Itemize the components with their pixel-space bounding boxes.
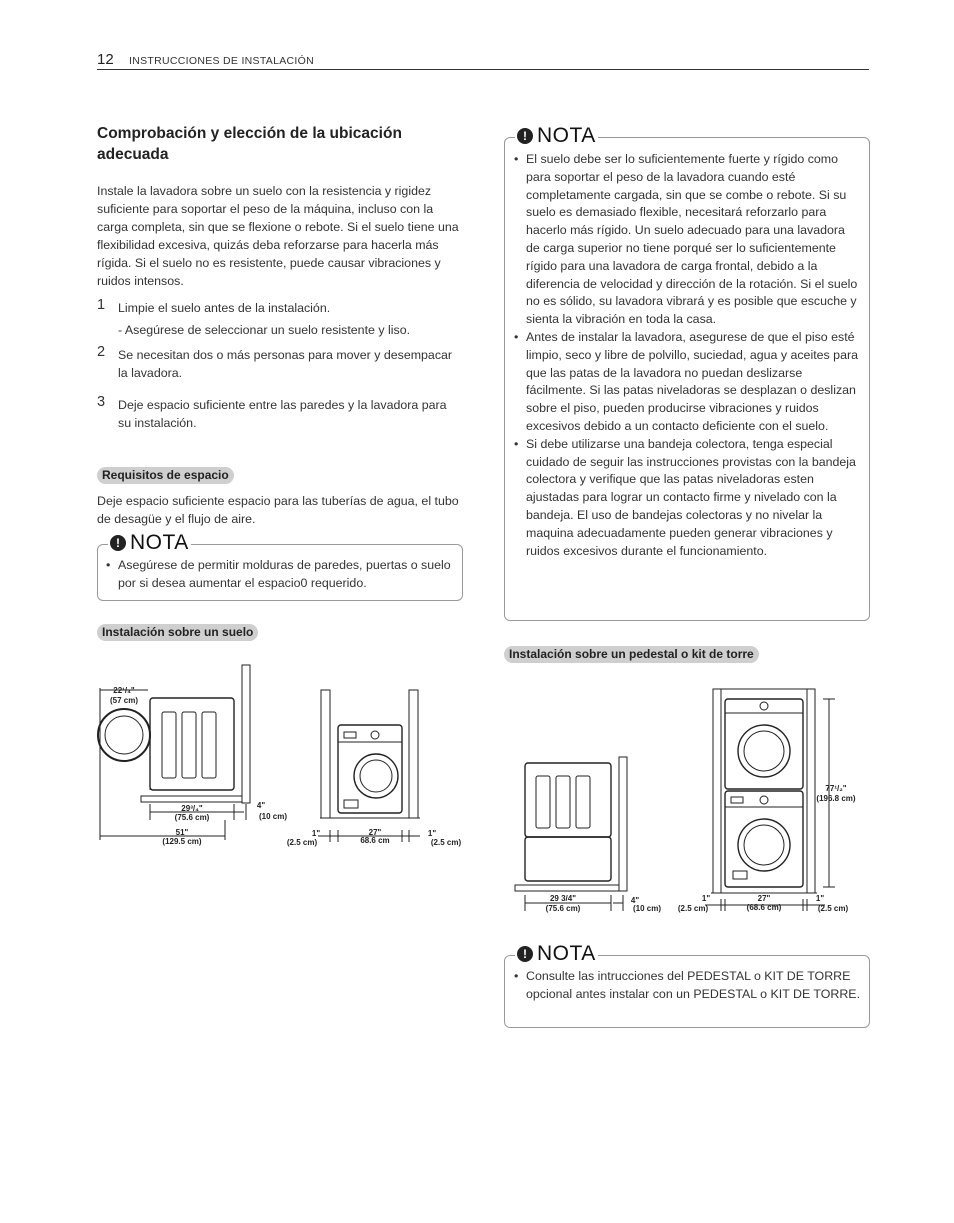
page-number: 12 [97,51,114,68]
dim-width-in: 27" [368,828,382,837]
step-number: 3 [97,394,106,410]
pedestal-install-label: Instalación sobre un pedestal o kit de torre [504,646,759,663]
dim-total-in: 51" [175,828,189,837]
tower-side-right-in: 1" [815,894,825,903]
warning-icon: ! [517,128,533,144]
nota-item: • Consulte las intrucciones del PEDESTAL o KIT DE TORRE opcional antes instalar con un PEDESTAL o KIT DE TORRE. [514,968,862,1004]
ped-rear-in: 4" [630,896,640,905]
dim-side-left-cm: (2.5 cm) [286,838,318,847]
warning-icon: ! [517,946,533,962]
pedestal-install-diagram [505,685,865,920]
nota-heading [108,531,191,555]
dim-side-right-in: 1" [427,829,437,838]
dim-door-cm: (57 cm) [109,696,139,705]
nota-item: • Antes de instalar la lavadora, asegurese de que el piso esté limpio, seco y libre de polvillo, suciedad, agua y aceites para que las patas de la lavadora no puedan deslizarse fácilmente. Si las patas niveladoras se desplazan o deslizan sobre el piso, pueden producirse vibraciones y ruidos excesivos debido a un contacto deficiente con el suelo. [514,329,862,436]
dim-depth-in: 29³/₄" [181,804,203,813]
tower-width-in: 27" [757,894,771,903]
step-text: Deje espacio suficiente entre las paredes y la lavadora para su instalación. [118,398,447,430]
tower-width-cm: (68.6 cm) [746,903,782,912]
dim-rear-in: 4" [256,801,266,810]
tower-height-cm: (196.8 cm) [816,794,856,803]
header-title: INSTRUCCIONES DE INSTALACIÓN [129,55,314,67]
dim-width-cm: 68.6 cm [360,836,390,845]
intro-paragraph: Instale la lavadora sobre un suelo con la resistencia y rigidez suficiente para soportar el peso de la máquina, incluso con la carga completa, sin que se flexione o rebote. Si el suelo tiene una flexibilidad excesiva, quizás deba reforzarse para hacerla más rígida. Si el suelo no es resistente, puede causar vibraciones y ruidos intensos. [97,184,459,288]
floor-install-diagram [94,660,474,860]
nota-main [504,124,870,621]
nota-label: NOTA [537,942,596,965]
nota-small [97,531,463,601]
nota-heading [515,124,598,148]
dim-depth-cm: (75.6 cm) [174,813,210,822]
tower-height-in: 77¹/₂" [825,784,847,793]
warning-icon: ! [110,535,126,551]
step-text: Limpie el suelo antes de la instalación. [118,301,331,315]
dim-side-left-in: 1" [311,829,321,838]
space-requirements-label: Requisitos de espacio [97,467,234,484]
dim-door-in: 22¹/₄" [113,686,135,695]
nota-item: • Asegúrese de permitir molduras de paredes, puertas o suelo por si desea aumentar el espacio0 requerido. [106,557,454,593]
tower-side-left-cm: (2.5 cm) [677,904,709,913]
nota-heading [515,942,598,966]
nota-item: • El suelo debe ser lo suficientemente fuerte y rígido como para soportar el peso de la lavadora cuando esté completamente cargada, sin que se combe o rebote. Si su suelo es demasiado flexible, necesitará reforzarlo para hacerlo más rígido. Un suelo adecuado para una lavadora de carga superior no tiene porqué ser lo suficientemente rígido para una lavadora de carga frontal, debido a la diferencia de velocidad y dirección de la rotación. Si el suelo no es sólido, su lavadora vibrará y es posible que escuche y sienta la vibración en toda la casa. [514,151,862,329]
nota-item: • Si debe utilizarse una bandeja colectora, tenga especial cuidado de seguir las instrucciones provistas con la bandeja colectora y verifique que las patas niveladoras esten ajustadas para lograr un contacto firme y nivelado con la bandeja. El uso de bandejas colectoras y no nivelar la maquina adecuadamente pueden generar vibraciones y ruidos excesivos durante el funcionamiento. [514,436,862,561]
tower-side-left-in: 1" [701,894,711,903]
nota-bottom [504,942,870,1028]
dim-total-cm: (129.5 cm) [162,837,202,846]
dim-rear-cm: (10 cm) [258,812,288,821]
ped-rear-cm: (10 cm) [632,904,662,913]
step-text: Se necesitan dos o más personas para mover y desempacar la lavadora. [118,348,453,380]
step-1-sub: - Asegúrese de seleccionar un suelo resistente y liso. [118,323,411,337]
step-number: 1 [97,297,106,313]
step-number: 2 [97,344,106,360]
ped-depth-cm: (75.6 cm) [545,904,581,913]
space-requirements-text: Deje espacio suficiente espacio para las tuberías de agua, el tubo de desagüe y el flujo de aire. [97,494,459,526]
nota-label: NOTA [537,124,596,147]
tower-side-right-cm: (2.5 cm) [817,904,849,913]
dim-side-right-cm: (2.5 cm) [430,838,462,847]
ped-depth-in: 29 3/4" [549,894,577,903]
page-header [97,52,869,70]
nota-label: NOTA [130,531,189,554]
floor-install-label: Instalación sobre un suelo [97,624,258,641]
section-title: Comprobación y elección de la ubicación adecuada [97,125,402,163]
